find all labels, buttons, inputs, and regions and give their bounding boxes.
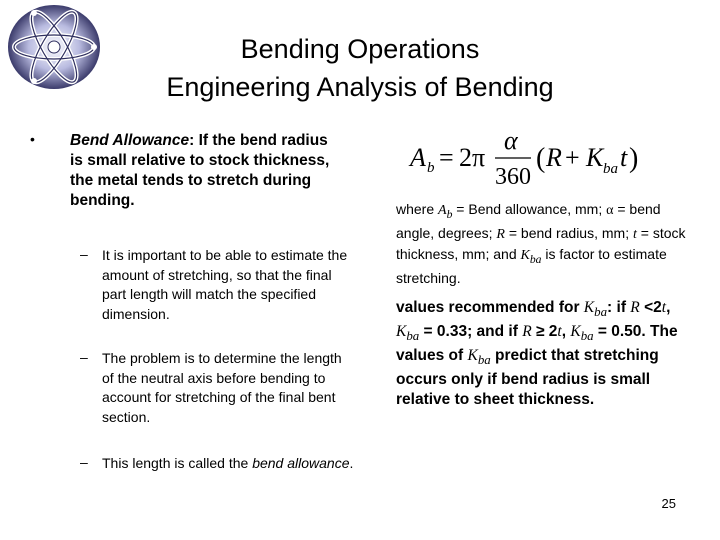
values-text-9: predict that stretching occurs only if bend radius is small relative to sheet thickness.: [396, 347, 659, 409]
bullet-marker: •: [30, 131, 35, 147]
values-text-8: = 0.50. The values of: [396, 323, 678, 365]
where-text-1: where: [396, 201, 439, 217]
formula-equals: =: [439, 143, 454, 172]
formula-denominator: 360: [495, 164, 531, 190]
values-k: K: [583, 299, 595, 316]
where-text-4: = bend radius, mm;: [504, 225, 633, 242]
main-bullet-text: [70, 131, 340, 211]
values-k: K: [570, 323, 581, 341]
values-r: R: [630, 299, 640, 316]
title-line-2: Engineering Analysis of Bending: [166, 72, 554, 102]
formula-coef: 2π: [459, 143, 486, 172]
sub-bullet-3-end: .: [349, 455, 354, 471]
values-t: t: [557, 323, 562, 341]
values-k-sub: ba: [477, 352, 491, 368]
var-a: A: [438, 203, 447, 218]
formula-t: t: [620, 143, 628, 172]
formula-k-sub: ba: [603, 161, 618, 177]
sub-bullet-1: It is important to be able to estimate the amount of stretching, so that the final part length will match the specified dimension.: [102, 247, 348, 322]
values-k-sub: ba: [580, 328, 594, 344]
formula-lhs: A: [410, 143, 426, 172]
variable-definitions: [396, 200, 686, 289]
bend-allowance-formula: [408, 122, 668, 192]
var-k: K: [520, 247, 530, 263]
slide-title: [100, 30, 620, 106]
where-text-3: = bend angle, degrees;: [396, 201, 661, 242]
formula-paren-close: ): [629, 143, 639, 174]
values-text-7: ,: [561, 323, 571, 341]
formula-paren-open: (: [536, 143, 546, 174]
var-t: t: [632, 227, 637, 243]
sub-bullet-marker-2: –: [80, 349, 88, 365]
values-text-6: ≥ 2: [531, 323, 558, 341]
values-k: K: [467, 347, 478, 365]
main-bullet-body: : If the bend radius is small relative to stock thickness, the metal tends to stretch during bending.: [70, 132, 330, 209]
sub-bullet-marker-1: –: [80, 246, 88, 262]
var-r: R: [496, 227, 505, 243]
sub-bullet-marker-3: –: [80, 454, 88, 470]
values-k-sub: ba: [406, 328, 420, 344]
values-text-4: ,: [666, 299, 671, 316]
values-k-sub: ba: [594, 304, 608, 320]
where-text-6: is factor to estimate stretching.: [396, 245, 667, 287]
where-text-2: = Bend allowance, mm;: [452, 201, 607, 217]
values-text-1: values recommended for: [396, 299, 584, 316]
recommended-values: [396, 298, 686, 410]
values-k: K: [396, 323, 407, 341]
formula-numerator: α: [504, 126, 518, 155]
formula-plus: +: [565, 143, 580, 172]
values-text-5: = 0.33; and if: [419, 323, 523, 341]
title-line-1: Bending Operations: [240, 34, 480, 64]
sub-bullet-3-text: This length is called the: [102, 455, 253, 471]
formula-k: K: [586, 143, 604, 172]
var-k-sub: ba: [529, 252, 542, 266]
values-t: t: [661, 299, 667, 316]
sub-bullet-3-term: bend allowance: [252, 455, 350, 471]
formula-lhs-sub: b: [427, 160, 435, 176]
atom-icon: [4, 2, 104, 92]
var-a-sub: b: [446, 207, 453, 221]
values-r: R: [522, 323, 532, 341]
bend-allowance-term: Bend Allowance: [70, 132, 190, 149]
values-text-2: : if: [607, 299, 631, 316]
sub-bullet-3: [102, 454, 362, 474]
values-text-3: <2: [639, 299, 662, 316]
var-alpha: α: [606, 203, 614, 218]
page-number: 25: [661, 496, 676, 511]
sub-bullet-2: The problem is to determine the length of the neutral axis before bending to account for stretching of the final bent section.: [102, 350, 342, 425]
where-text-5: = stock thickness, mm; and: [396, 225, 686, 262]
formula-r: R: [546, 143, 562, 172]
